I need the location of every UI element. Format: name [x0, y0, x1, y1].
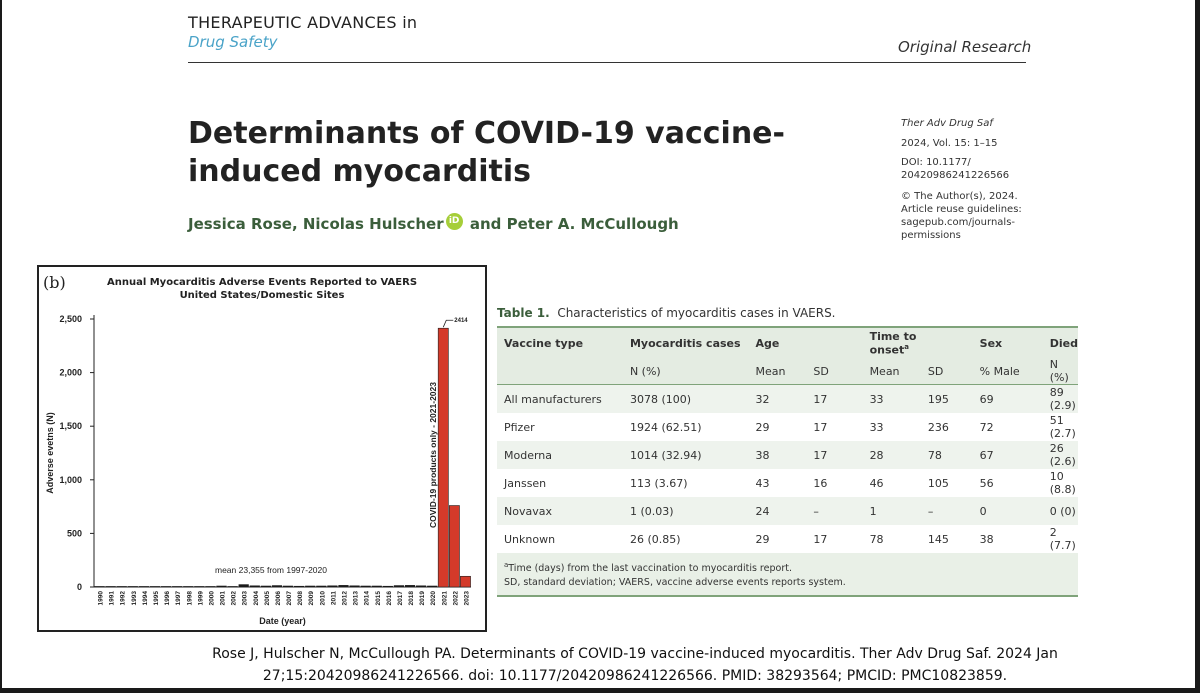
cell-onset-mean: 33 [863, 413, 921, 441]
cell-cases: 1924 (62.51) [623, 413, 749, 441]
subheader-age-sd: SD [806, 358, 862, 385]
x-tick-label: 1996 [164, 591, 172, 606]
x-tick-label: 2014 [363, 591, 371, 606]
authors-part1: Jessica Rose, Nicolas Hulscher [188, 215, 444, 233]
cell-onset-mean: 78 [863, 525, 921, 553]
bar [449, 506, 459, 587]
reuse-line-3[interactable]: permissions [901, 230, 961, 241]
table-footnotes [497, 553, 1078, 596]
bar [316, 586, 326, 587]
x-tick-label: 2019 [419, 591, 427, 606]
mean-annotation: mean 23,355 from 1997-2020 [215, 565, 327, 575]
x-tick-label: 1990 [97, 591, 105, 606]
table-caption-text: Characteristics of myocarditis cases in VAERS. [557, 306, 836, 320]
cell-cases: 3078 (100) [623, 385, 749, 414]
y-tick-label: 1,500 [59, 421, 82, 432]
cell-onset-sd: 78 [921, 441, 973, 469]
chart-title-line-1: Annual Myocarditis Adverse Events Reported to VAERS [106, 277, 418, 288]
x-tick-label: 2023 [463, 591, 471, 606]
article-title: Determinants of COVID-19 vaccine-induced myocarditis [188, 116, 785, 189]
bar [161, 586, 171, 587]
bar [361, 586, 371, 587]
data-label-leader [443, 320, 453, 327]
cell-vaccine: Novavax [497, 497, 623, 525]
y-tick-label: 1,000 [59, 474, 82, 485]
col-myocarditis-cases: Myocarditis cases [623, 327, 749, 358]
table-row [497, 441, 1078, 469]
bar [438, 328, 448, 587]
cell-died: 10 (8.8) [1043, 469, 1078, 497]
cell-age-sd: – [806, 497, 862, 525]
bar [228, 586, 238, 587]
x-tick-label: 2008 [297, 591, 305, 606]
table-caption-label: Table 1. [497, 306, 550, 320]
x-tick-label: 1995 [152, 591, 160, 606]
cell-age-sd: 17 [806, 385, 862, 414]
bar [150, 586, 160, 587]
cell-vaccine: Unknown [497, 525, 623, 553]
x-tick-label: 2012 [341, 591, 349, 606]
chart-title-line-2: United States/Domestic Sites [179, 290, 345, 301]
cell-age-mean: 32 [748, 385, 806, 414]
cell-onset-mean: 33 [863, 385, 921, 414]
x-tick-label: 2000 [208, 591, 216, 606]
citation: Rose J, Hulscher N, McCullough PA. Determinants of COVID-19 vaccine-induced myocarditis. Ther Adv Drug Saf. 2024 Jan 27;15:20420986241226566. doi: 10.1177/20420986241226566. PMID: 38293564; PMCID: PMC10823859. [212, 646, 1058, 684]
cell-died: 89 (2.9) [1043, 385, 1078, 414]
cell-vaccine: Pfizer [497, 413, 623, 441]
x-tick-label: 1999 [197, 591, 205, 606]
bar [117, 586, 127, 587]
table-header-row-2 [497, 358, 1078, 385]
bar [405, 585, 415, 587]
bar-chart [39, 267, 485, 630]
x-tick-label: 1998 [186, 591, 194, 606]
x-tick-label: 2022 [452, 591, 460, 606]
y-tick-label: 2,000 [59, 367, 82, 378]
copyright: © The Author(s), 2024. [901, 191, 1018, 202]
cell-vaccine: Janssen [497, 469, 623, 497]
cell-age-sd: 17 [806, 413, 862, 441]
x-tick-label: 2020 [430, 591, 438, 606]
table-row [497, 413, 1078, 441]
cell-male: 38 [973, 525, 1043, 553]
bar [106, 586, 116, 587]
cell-onset-sd: 195 [921, 385, 973, 414]
figure-panel [37, 265, 487, 632]
x-tick-label: 1993 [130, 591, 138, 606]
y-axis-label: Adverse evetns (N) [45, 412, 55, 494]
onset-footnote-marker: a [904, 342, 909, 351]
bar [427, 586, 437, 587]
bar [128, 586, 138, 587]
author-list [188, 213, 679, 233]
cell-male: 69 [973, 385, 1043, 414]
cell-cases: 113 (3.67) [623, 469, 749, 497]
cell-vaccine: Moderna [497, 441, 623, 469]
cell-onset-mean: 28 [863, 441, 921, 469]
cell-age-mean: 29 [748, 413, 806, 441]
table-row [497, 469, 1078, 497]
journal-subtitle: Drug Safety [188, 33, 278, 51]
cell-died: 51 (2.7) [1043, 413, 1078, 441]
table-header-row-1 [497, 327, 1078, 358]
header-divider [188, 62, 1026, 63]
x-tick-label: 2004 [252, 591, 260, 606]
subheader-onset-mean: Mean [863, 358, 921, 385]
figure-label: (b) [43, 273, 66, 292]
table-caption [497, 306, 836, 320]
reuse-line-1: Article reuse guidelines: [901, 204, 1022, 215]
bar [327, 585, 337, 587]
subheader-percent-male: % Male [973, 358, 1043, 385]
orcid-icon[interactable]: iD [446, 213, 463, 230]
bar [250, 585, 260, 587]
bar [172, 586, 182, 587]
x-tick-label: 2002 [230, 591, 238, 606]
x-tick-label: 2001 [219, 591, 227, 606]
x-tick-label: 2016 [385, 591, 393, 606]
footnote-2: SD, standard deviation; VAERS, vaccine adverse events reports system. [504, 577, 846, 589]
bar [372, 586, 382, 587]
cell-vaccine: All manufacturers [497, 385, 623, 414]
cell-died: 26 (2.6) [1043, 441, 1078, 469]
bar [239, 584, 249, 587]
col-age-blank [806, 327, 862, 358]
x-tick-label: 2021 [441, 591, 449, 606]
col-time-to-onset [863, 327, 921, 358]
cell-onset-sd: 145 [921, 525, 973, 553]
article-metadata [901, 117, 1051, 242]
footnote-1-text: Time (days) from the last vaccination to myocarditis report. [508, 563, 792, 575]
cell-onset-mean: 46 [863, 469, 921, 497]
cell-died: 2 (7.7) [1043, 525, 1078, 553]
bar [194, 586, 204, 587]
y-tick-label: 2,500 [59, 314, 82, 324]
cell-cases: 1 (0.03) [623, 497, 749, 525]
reuse-line-2[interactable]: sagepub.com/journals- [901, 217, 1016, 228]
bottom-border [0, 688, 1200, 693]
col-time-to-onset-label: Time to onset [869, 329, 917, 357]
bar [416, 585, 426, 587]
volume-info: 2024, Vol. 15: 1–15 [901, 138, 998, 149]
x-tick-label: 1997 [175, 591, 183, 606]
col-age: Age [748, 327, 806, 358]
cell-age-mean: 24 [748, 497, 806, 525]
cell-male: 0 [973, 497, 1043, 525]
data-label: 2414 [454, 318, 468, 325]
cell-male: 56 [973, 469, 1043, 497]
table-row [497, 385, 1078, 414]
bar [305, 586, 315, 587]
col-vaccine-type: Vaccine type [497, 327, 623, 358]
x-axis-label: Date (year) [259, 616, 306, 626]
cell-onset-sd: 236 [921, 413, 973, 441]
cell-age-sd: 16 [806, 469, 862, 497]
subheader-blank [497, 358, 623, 385]
cell-age-mean: 38 [748, 441, 806, 469]
x-tick-label: 2013 [352, 591, 360, 606]
x-tick-label: 2007 [286, 591, 294, 606]
x-tick-label: 1991 [108, 591, 116, 606]
cell-onset-sd: – [921, 497, 973, 525]
subheader-onset-sd: SD [921, 358, 973, 385]
cell-age-mean: 43 [748, 469, 806, 497]
footnote-1 [504, 558, 1071, 576]
table-row [497, 525, 1078, 553]
cell-male: 72 [973, 413, 1043, 441]
right-border [1195, 0, 1200, 693]
bar [94, 586, 104, 587]
cell-cases: 26 (0.85) [623, 525, 749, 553]
cell-cases: 1014 (32.94) [623, 441, 749, 469]
doi-line-1: DOI: 10.1177/ [901, 157, 971, 168]
journal-abbreviation: Ther Adv Drug Saf [901, 118, 993, 129]
subheader-age-mean: Mean [748, 358, 806, 385]
cell-age-mean: 29 [748, 525, 806, 553]
subheader-died-n-percent: N (%) [1043, 358, 1078, 385]
table-row [497, 497, 1078, 525]
bar [272, 585, 282, 587]
covid-products-annotation: COVID-19 products only - 2021-2023 [428, 382, 439, 528]
col-sex: Sex [973, 327, 1043, 358]
x-tick-label: 2003 [241, 591, 249, 606]
bar [205, 586, 215, 587]
left-border [0, 0, 2, 693]
cell-died: 0 (0) [1043, 497, 1078, 525]
journal-name: THERAPEUTIC ADVANCES in [188, 13, 418, 32]
x-tick-label: 1992 [119, 591, 127, 606]
x-tick-label: 2018 [408, 591, 416, 606]
authors-part2: and Peter A. McCullough [464, 215, 679, 233]
bar [261, 586, 271, 587]
bar [183, 586, 193, 587]
col-onset-blank [921, 327, 973, 358]
article-type: Original Research [898, 38, 1032, 56]
x-tick-label: 2005 [263, 591, 271, 606]
x-tick-label: 2010 [319, 591, 327, 606]
bar [283, 586, 293, 587]
bar [349, 585, 359, 587]
bar [394, 585, 404, 587]
cell-onset-sd: 105 [921, 469, 973, 497]
subheader-n-percent: N (%) [623, 358, 749, 385]
y-tick-label: 500 [66, 528, 82, 539]
bar [383, 586, 393, 587]
x-tick-label: 2011 [330, 591, 338, 606]
cell-age-sd: 17 [806, 525, 862, 553]
table-footnote-row [497, 553, 1078, 596]
cell-age-sd: 17 [806, 441, 862, 469]
cell-onset-mean: 1 [863, 497, 921, 525]
bar [216, 586, 226, 587]
bar [294, 586, 304, 587]
col-died: Died [1043, 327, 1078, 358]
bar [338, 585, 348, 587]
x-tick-label: 1994 [141, 591, 149, 606]
characteristics-table [497, 326, 1078, 597]
x-tick-label: 2009 [308, 591, 316, 606]
y-tick-label: 0 [76, 582, 82, 592]
doi-line-2: 20420986241226566 [901, 170, 1010, 181]
cell-male: 67 [973, 441, 1043, 469]
x-tick-label: 2015 [374, 591, 382, 606]
bar [460, 576, 470, 587]
x-tick-label: 2017 [396, 591, 404, 606]
footnote-marker: a [504, 561, 509, 569]
x-tick-label: 2006 [274, 591, 282, 606]
bar [139, 586, 149, 587]
